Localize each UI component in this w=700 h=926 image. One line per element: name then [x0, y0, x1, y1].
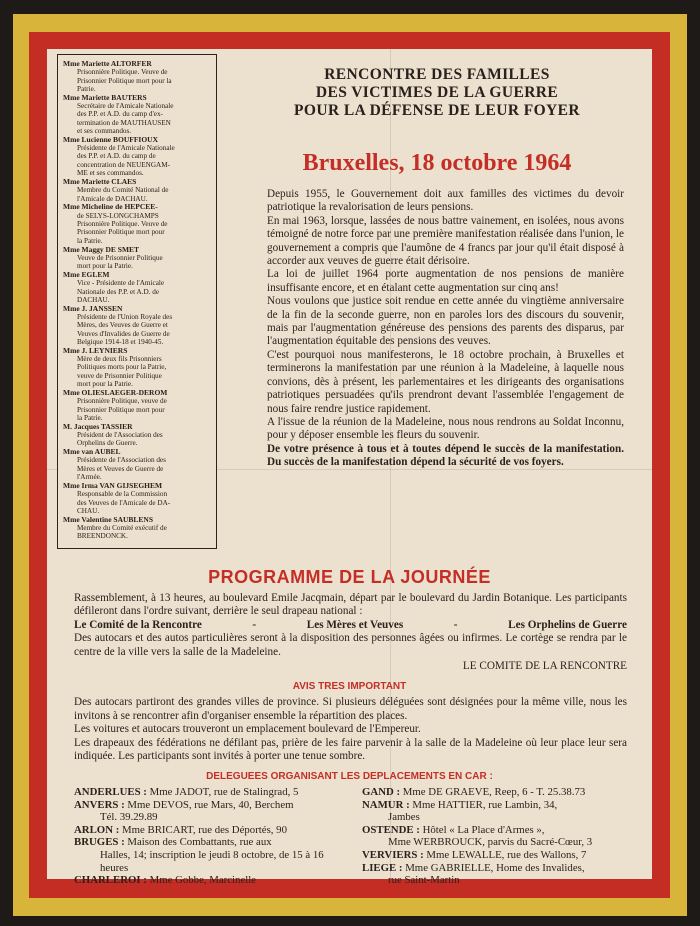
delegate-contact: Mme GABRIELLE, Home des Invalides,	[405, 861, 585, 874]
member-description: l'Amicale de DACHAU.	[77, 194, 148, 203]
poster-heading	[227, 66, 647, 120]
delegate-contact-continued: Tél. 39.29.89	[100, 811, 158, 824]
committee-member	[63, 423, 212, 448]
member-description: Responsable de la Commission	[77, 490, 168, 499]
delegate-entry	[74, 824, 339, 837]
delegate-city: ARLON :	[74, 823, 120, 836]
member-name: Mme Lucienne BOUFFIOUX	[63, 134, 158, 144]
committee-member	[63, 203, 212, 244]
parade-order	[74, 619, 627, 632]
delegate-entry	[74, 874, 339, 887]
delegate-entry	[362, 824, 642, 849]
programme-paragraph: Rassemblement, à 13 heures, au boulevard Emile Jacqmain, départ par le boulevard du Jardin Botanique. Les participants défileront dans l'ordre suivant, derrière le seul drapeau national :	[74, 592, 627, 618]
delegate-entry	[362, 849, 642, 862]
delegate-entry	[74, 836, 339, 874]
member-description: mort pour la Patrie.	[77, 380, 133, 389]
member-description: Vice - Présidente de l'Amicale	[77, 279, 165, 288]
delegate-entry	[362, 799, 642, 824]
member-name: Mme van AUBEL	[63, 447, 121, 457]
delegate-city: LIEGE :	[362, 861, 403, 874]
intro-paragraph: Depuis 1955, le Gouvernement doit aux familles des victimes du devoir patriotique la revalorisation de leurs pensions.	[267, 188, 624, 214]
delegate-city: NAMUR :	[362, 798, 410, 811]
member-description: de SELYS-LONGCHAMPS	[77, 211, 159, 220]
member-description: des P.P. et A.D. du camp de	[77, 152, 156, 161]
delegate-entry	[74, 799, 339, 824]
member-description: Nationale des P.P. et A.D. de	[77, 287, 160, 296]
member-description: l'Armée.	[77, 473, 102, 482]
intro-paragraph: La loi de juillet 1964 porte augmentation de nos pensions de manière insuffisante encore, et en étalant cette augmentation sur cinq ans!	[267, 268, 624, 294]
member-name: Mme EGLEM	[63, 269, 110, 279]
member-description: Membre du Comité National de	[77, 186, 169, 195]
committee-member	[63, 482, 212, 515]
member-description: Présidente de l'Association des	[77, 456, 166, 465]
group-committee: Le Comité de la Rencontre	[74, 618, 202, 631]
delegate-city: BRUGES :	[74, 836, 125, 849]
delegate-city: GAND :	[362, 786, 401, 798]
member-description: Présidente de l'Union Royale des	[77, 313, 173, 322]
committee-member	[63, 305, 212, 346]
member-name: Mme OLIESLAEGER-DEROM	[63, 387, 168, 397]
delegate-contact: Mme HATTIER, rue Lambin, 34,	[412, 798, 558, 811]
member-description: BREENDONCK.	[77, 532, 128, 541]
member-description: Mères, des Veuves de Guerre et	[77, 321, 168, 330]
poster-paper	[47, 49, 652, 887]
member-description: la Patrie.	[77, 236, 103, 245]
member-description: des Veuves de l'Amicale de DA-	[77, 498, 171, 507]
committee-member	[63, 271, 212, 304]
committee-member	[63, 94, 212, 135]
programme-text	[74, 592, 627, 673]
committee-member	[63, 448, 212, 481]
programme-paragraph: Des autocars et des autos particulières seront à la disposition des personnes âgées ou infirmes. Le cortège se rendra par le centre de la ville vers la salle de la Madeleine.	[74, 632, 627, 658]
delegate-entry	[362, 786, 642, 799]
member-name: Mme Mariette CLAES	[63, 176, 137, 186]
member-description: concentration de NEUENGAM-	[77, 160, 171, 169]
delegate-contact-continued: Mme WERBROUCK, parvis du Sacré-Cœur, 3	[388, 836, 593, 849]
intro-paragraph: A l'issue de la réunion de la Madeleine, nous nous rendrons au Soldat Inconnu, pour y déposer ensemble les fleurs du souvenir.	[267, 415, 624, 442]
member-description: Secrétaire de l'Amicale Nationale	[77, 102, 174, 111]
member-description: Président de l'Association des	[77, 431, 163, 439]
member-description: Présidente de l'Amicale Nationale	[77, 144, 175, 153]
member-name: Mme Irma VAN GIJSEGHEM	[63, 480, 163, 490]
delegate-contact: Mme JADOT, rue de Stalingrad, 5	[149, 786, 299, 798]
delegate-city: OSTENDE :	[362, 823, 420, 836]
delegate-entry	[74, 786, 339, 799]
member-name: Mme Maggy DE SMET	[63, 244, 140, 254]
member-description: DACHAU.	[77, 295, 110, 304]
member-description: Politiques morts pour la Patrie,	[77, 363, 167, 372]
member-description: Patrie.	[77, 84, 96, 93]
member-description: CHAU.	[77, 506, 100, 515]
notice-paragraph: Des autocars partiront des grandes villes de province. Si plusieurs déléguées sont désignées pour la même ville, nous les invitons à se rencontrer afin d'organiser ensemble la répartition des places.	[74, 696, 627, 722]
member-description: termination de MAUTHAUSEN	[77, 118, 171, 127]
member-description: Prisonnière Politique. Veuve de	[77, 220, 168, 229]
committee-member	[63, 60, 212, 93]
committee-signature: LE COMITE DE LA RENCONTRE	[462, 660, 627, 673]
intro-text	[267, 188, 624, 470]
group-orphans: Les Orphelins de Guerre	[508, 618, 627, 631]
notice-paragraph: Les drapeaux des fédérations ne défilant pas, prière de les faire parvenir à la salle de la Madeleine où leur place leur sera indiquée. Les participants sont invités à porter une tenue sombre.	[74, 736, 627, 763]
member-description: Membre du Comité exécutif de	[77, 524, 167, 533]
member-description: Veuves d'Invalides de Guerre de	[77, 329, 170, 338]
delegate-contact-continued: Jambes	[388, 811, 420, 824]
heading-line-1: RENCONTRE DES FAMILLES	[324, 66, 550, 83]
delegate-contact: Mme DE GRAEVE, Reep, 6 - T. 25.38.73	[402, 786, 586, 798]
member-description: Belgique 1914-18 et 1940-45.	[77, 337, 164, 346]
delegate-contact: Mme Gobbe, Marcinelle	[149, 874, 257, 887]
notice-text	[74, 696, 627, 764]
delegate-entry	[362, 862, 642, 887]
member-name: Mme J. LEYNIERS	[63, 345, 128, 355]
member-description: ME et ses commandos.	[77, 169, 144, 178]
member-name: Mme Valentine SAUBLENS	[63, 514, 154, 524]
committee-member	[63, 246, 212, 271]
committee-member	[63, 178, 212, 203]
delegate-city: ANVERS :	[74, 798, 125, 811]
member-name: Mme Mariette ALTORFER	[63, 59, 152, 68]
member-name: Mme J. JANSSEN	[63, 303, 123, 313]
member-description: mort pour la Patrie.	[77, 262, 133, 271]
delegates-right-column	[362, 786, 642, 887]
intro-closing: De votre présence à tous et à toutes dépend le succès de la manifestation. Du succès de la manifestation dépend la sécurité de vos foyers.	[267, 442, 624, 469]
committee-member	[63, 389, 212, 422]
committee-member	[63, 347, 212, 388]
group-separator: -	[252, 618, 257, 631]
delegates-title: DELEGUEES ORGANISANT LES DEPLACEMENTS EN CAR :	[206, 771, 493, 782]
delegate-contact: Hôtel « La Place d'Armes »,	[422, 823, 545, 836]
member-description: et ses commandos.	[77, 126, 132, 135]
member-description: Prisonnier Politique mort pour	[77, 405, 165, 414]
delegate-contact-continued: rue Saint-Martin	[388, 874, 460, 887]
member-name: Mme Micheline de HEPCEE-	[63, 202, 158, 212]
member-description: Prisonnier Politique mort pour la	[77, 76, 172, 85]
heading-line-2: DES VICTIMES DE LA GUERRE	[315, 84, 559, 101]
intro-paragraph: C'est pourquoi nous manifesterons, le 18 octobre prochain, à Bruxelles et terminerons la manifestation par une réunion à la Madeleine, à laquelle nous convions, dès à présent, les parlementaires et les dirigeants des organisations patriotiques persuadées qu'ils prendront devant l'assemblée l'engagement de nous faire rendre justice rapidement.	[267, 348, 624, 415]
notice-title: AVIS TRES IMPORTANT	[292, 681, 407, 692]
notice-paragraph: Les voitures et autocars trouveront un emplacement boulevard de l'Empereur.	[74, 723, 421, 736]
member-description: Prisonnière Politique, veuve de	[77, 397, 167, 406]
member-name: Mme Mariette BAUTERS	[63, 92, 147, 102]
group-separator: -	[453, 618, 458, 631]
intro-paragraph: En mai 1963, lorsque, lassées de nous battre vainement, en isolées, nous avons témoigné de notre force par une première manifestation réalisée dans l'union, le gouvernement a compris que l'aumône de 4 francs par jour qu'il était disposé à accorder aux veuves de guerre était dérisoire.	[267, 214, 624, 268]
delegates-left-column	[74, 786, 339, 887]
delegate-contact: Maison des Combattants, rue aux	[127, 836, 272, 849]
member-description: Veuve de Prisonnier Politique	[77, 253, 163, 262]
member-description: Orphelins de Guerre.	[77, 439, 138, 448]
committee-member	[63, 516, 212, 541]
intro-paragraph: Nous voulons que justice soit rendue en cette année du vingtième anniversaire de la fin de la seconde guerre, non en paroles lors des discours du souvenir, mais par l'augmentation généreuse des pensions des parents des disparus, par l'augmentation équitable des pensions des veuves.	[267, 295, 624, 348]
heading-line-3: POUR LA DÉFENSE DE LEUR FOYER	[294, 102, 580, 119]
group-mothers-widows: Les Mères et Veuves	[306, 618, 404, 631]
delegate-city: ANDERLUES :	[74, 786, 147, 798]
delegate-city: CHARLEROI :	[74, 874, 147, 887]
delegate-contact: Mme BRICART, rue des Déportés, 90	[122, 823, 287, 836]
delegate-contact-continued: Halles, 14; inscription le jeudi 8 octobre, de 15 à 16 heures	[100, 848, 324, 874]
member-description: Prisonnière Politique. Veuve de	[77, 68, 168, 77]
programme-title: PROGRAMME DE LA JOURNÉE	[208, 567, 491, 587]
delegate-contact: Mme DEVOS, rue Mars, 40, Berchem	[127, 798, 294, 811]
delegate-city: VERVIERS :	[362, 848, 424, 861]
member-description: Prisonnier Politique mort pour	[77, 228, 165, 237]
city-date-title: Bruxelles, 18 octobre 1964	[302, 150, 572, 176]
member-description: veuve de Prisonnier Politique	[77, 371, 162, 380]
delegate-contact: Mme LEWALLE, rue des Wallons, 7	[426, 848, 587, 861]
member-description: Mère de deux fils Prisonniers	[77, 355, 162, 364]
committee-members-box	[57, 54, 217, 549]
member-description: la Patrie.	[77, 413, 103, 422]
committee-member	[63, 136, 212, 177]
member-description: Mères et Veuves de Guerre de	[77, 464, 164, 473]
member-name: M. Jacques TASSIER	[63, 421, 133, 431]
member-description: des P.P. et A.D. du camp d'ex-	[77, 110, 163, 119]
